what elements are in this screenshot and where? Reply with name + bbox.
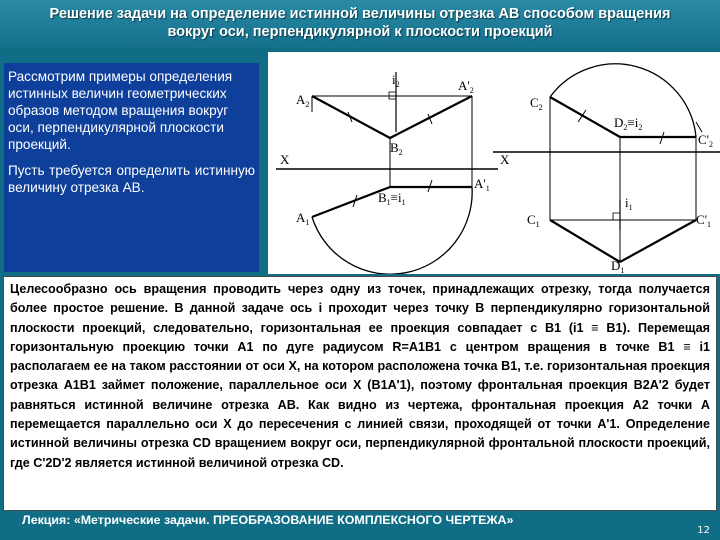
label-A2p: $A'_2$ <box>458 78 474 95</box>
slide-title-line2: вокруг оси, перпендикулярной к плоскости проекций <box>167 24 553 40</box>
slide-title-line1: Решение задачи на определение истинной величины отрезка АВ способом вращения <box>49 6 671 22</box>
label-A2: $A_2$ <box>296 92 310 109</box>
projection-drawings <box>268 52 720 274</box>
right-segment-C2D2 <box>550 97 620 137</box>
explanation-text-box <box>3 276 717 511</box>
slide-title <box>0 0 720 48</box>
right-tick-3 <box>696 122 702 132</box>
intro-box <box>4 63 259 272</box>
left-segment-B2A2p <box>390 96 472 138</box>
label-C2: $C_2$ <box>530 95 543 112</box>
task-paragraph: Пусть требуется определить истинную величину отрезка AB. <box>8 163 255 195</box>
right-labels <box>500 95 713 274</box>
left-labels <box>280 72 490 227</box>
right-segment-C1D1 <box>550 220 620 262</box>
right-drawing <box>493 64 720 262</box>
left-x-label: X <box>280 152 290 167</box>
label-C2p: $C'_2$ <box>698 132 714 149</box>
intro-paragraph: Рассмотрим примеры определения истинных величин геометрических образов методом вращения вокруг оси, перпендикулярной плоскости проекций. <box>8 69 233 152</box>
left-segment-A2B2 <box>312 96 390 138</box>
label-A1: $A_1$ <box>296 210 310 227</box>
label-i2: $i_2$ <box>392 72 400 89</box>
label-C1: $C_1$ <box>527 212 540 229</box>
explanation-text: Целесообразно ось вращения проводить через одну из точек, принадлежащих отрезку, тогда получается более простое решение. В данной задаче ось i проходит через точку B перпендикулярно горизонтальной плоскости проекций, следовательно, горизонтальная ее проекция совпадает с B1 (i1 ≡ B1). Перемещая горизонтальную проекцию точки A1 по дуге радиусом R=A1B1 с центром вращения в точке B1 ≡ i1 располагаем ее на таком расстоянии от оси X, на котором расположена точка B1, т.е. горизонтальная проекция отрезка A1B1 займет положение, параллельное оси X (B1A'1), поэтому фронтальная проекция B2A'2 будет равняться истинной величине отрезка AB. Как видно из чертежа, фронтальная проекция A2 точки A перемещается параллельно оси X до пересечения с линией связи, проходящей от точки A'1. Определение истинной величины отрезка CD вращением вокруг оси, перпендикулярной фронтальной плоскости проекций, где C'2D'2 является истинной величиной отрезка CD. <box>10 282 710 470</box>
label-B2: $B_2$ <box>390 140 403 157</box>
footer-lecture-title: Лекция: «Метрические задачи. ПРЕОБРАЗОВАНИЕ КОМПЛЕКСНОГО ЧЕРТЕЖА» <box>22 513 514 527</box>
right-segment-D1C1p <box>620 220 696 262</box>
right-right-angle-mark <box>613 213 620 220</box>
label-D2-i2: $D_2\equiv i_2$ <box>614 115 643 132</box>
label-A1p: $A'_1$ <box>474 176 490 193</box>
label-D1: $D_1$ <box>611 258 625 274</box>
label-C1p: $C'_1$ <box>696 212 712 229</box>
right-x-label: X <box>500 152 510 167</box>
drawing-panel <box>268 52 720 274</box>
page-number: 12 <box>697 525 710 536</box>
label-B1-i1: $B_1\equiv i_1$ <box>378 190 406 207</box>
label-i1: $i_1$ <box>625 195 633 212</box>
